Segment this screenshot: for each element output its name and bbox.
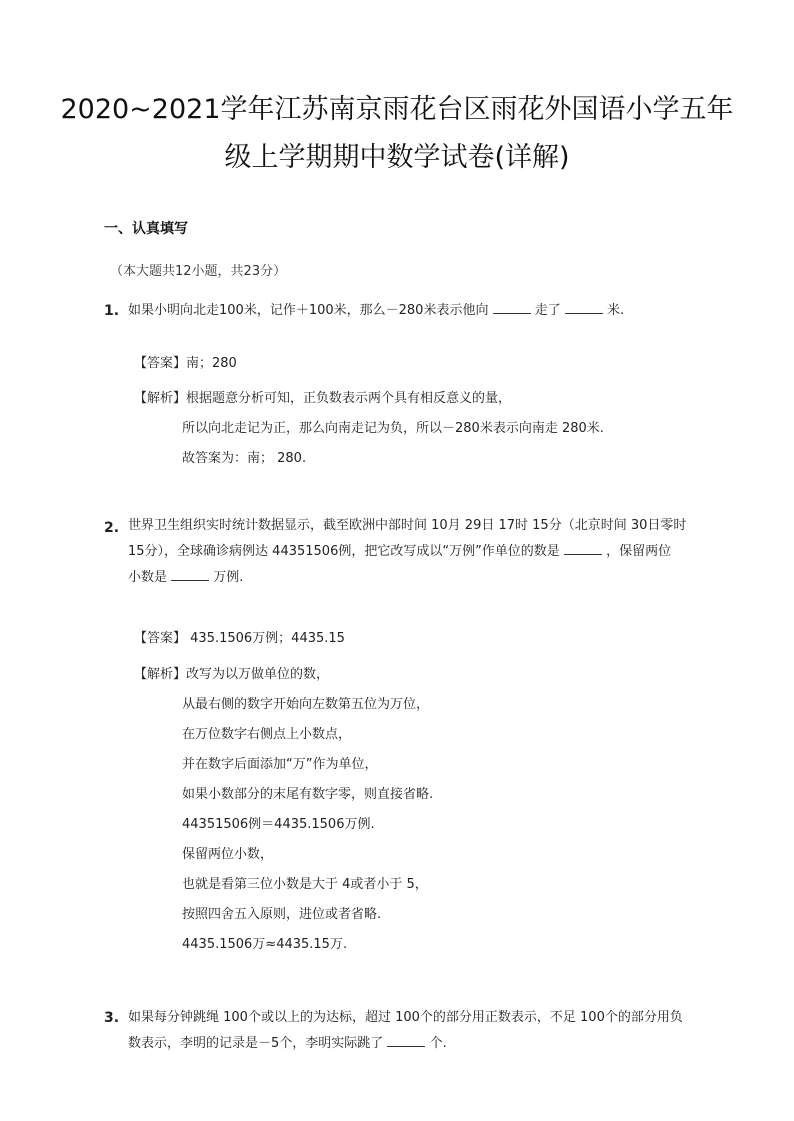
answer-value: 南；280 — [186, 356, 237, 371]
explanation-line: 按照四舍五入原则，进位或者省略. — [182, 907, 382, 922]
explanation-line: 也就是看第三位小数是大于 4或者小于 5， — [182, 877, 428, 892]
question-text-part: 如果小明向北走100米，记作＋100米，那么－280米表示他向 — [128, 303, 489, 318]
explanation-line: 改写为以万做单位的数， — [186, 667, 330, 682]
answer-blank — [564, 542, 602, 555]
explanation-line: 在万位数字右侧点上小数点， — [182, 727, 352, 742]
question-text-line — [128, 1031, 698, 1057]
question-text-line — [128, 565, 698, 591]
explanation-line: 4435.1506万≈4435.15万. — [182, 937, 348, 952]
question-text-part: 小数是 — [128, 570, 168, 585]
question-text-part: 数表示，李明的记录是－5个，李明实际跳了 — [128, 1036, 384, 1051]
answer-value: 435.1506万例；4435.15 — [190, 631, 345, 646]
question-text-part: 15分），全球确诊病例达 44351506例，把它改写成以“万例”作单位的数是 — [128, 544, 560, 559]
answer-tag: 【答案】 — [134, 631, 187, 646]
document-title — [60, 86, 734, 182]
explanation-line: 从最右侧的数字开始向左数第五位为万位， — [182, 697, 430, 712]
title-line-1: 2020~2021学年江苏南京雨花台区雨花外国语小学五年 — [60, 94, 734, 125]
explanation-1 — [134, 384, 604, 474]
section-heading: 一、认真填写 — [104, 221, 188, 237]
answer-2 — [134, 627, 345, 646]
question-number: 3. — [104, 1010, 120, 1026]
question-text-part: ，保留两位 — [606, 544, 672, 559]
explanation-tag: 【解析】 — [134, 667, 187, 682]
answer-blank — [387, 1034, 425, 1047]
explanation-line: 保留两位小数， — [182, 847, 274, 862]
title-line-2: 级上学期期中数学试卷(详解) — [224, 142, 570, 173]
question-text-part: 个. — [429, 1036, 447, 1051]
question-number: 2. — [104, 520, 120, 536]
answer-blank — [171, 568, 209, 581]
section-note: （本大题共12小题，共23分） — [110, 264, 287, 279]
explanation-line: 根据题意分析可知，正负数表示两个具有相反意义的量， — [186, 391, 512, 406]
explanation-tag: 【解析】 — [134, 391, 187, 406]
question-text-part: 米. — [607, 303, 625, 318]
answer-blank — [565, 301, 603, 314]
question-number: 1. — [104, 303, 120, 319]
explanation-line: 所以向北走记为正，那么向南走记为负，所以－280米表示向南走 280米. — [182, 421, 604, 436]
answer-1 — [134, 352, 237, 371]
answer-blank — [493, 301, 531, 314]
explanation-line: 如果小数部分的末尾有数字零，则直接省略. — [182, 787, 434, 802]
explanation-line: 并在数字后面添加“万”作为单位， — [182, 757, 378, 772]
explanation-2 — [134, 660, 433, 960]
question-text-line: 世界卫生组织实时统计数据显示，截至欧洲中部时间 10月 29日 17时 15分（北京时间 30日零时 — [128, 518, 687, 533]
question-text-line: 如果每分钟跳绳 100个或以上的为达标，超过 100个的部分用正数表示，不足 100个的部分用负 — [128, 1010, 683, 1025]
explanation-line: 故答案为：南； 280. — [182, 451, 307, 466]
question-text — [128, 298, 698, 324]
explanation-line: 44351506例＝4435.1506万例. — [182, 817, 375, 832]
question-text-line — [128, 539, 698, 565]
answer-tag: 【答案】 — [134, 356, 187, 371]
question-text-part: 走了 — [534, 303, 561, 318]
question-text-part: 万例. — [213, 570, 244, 585]
